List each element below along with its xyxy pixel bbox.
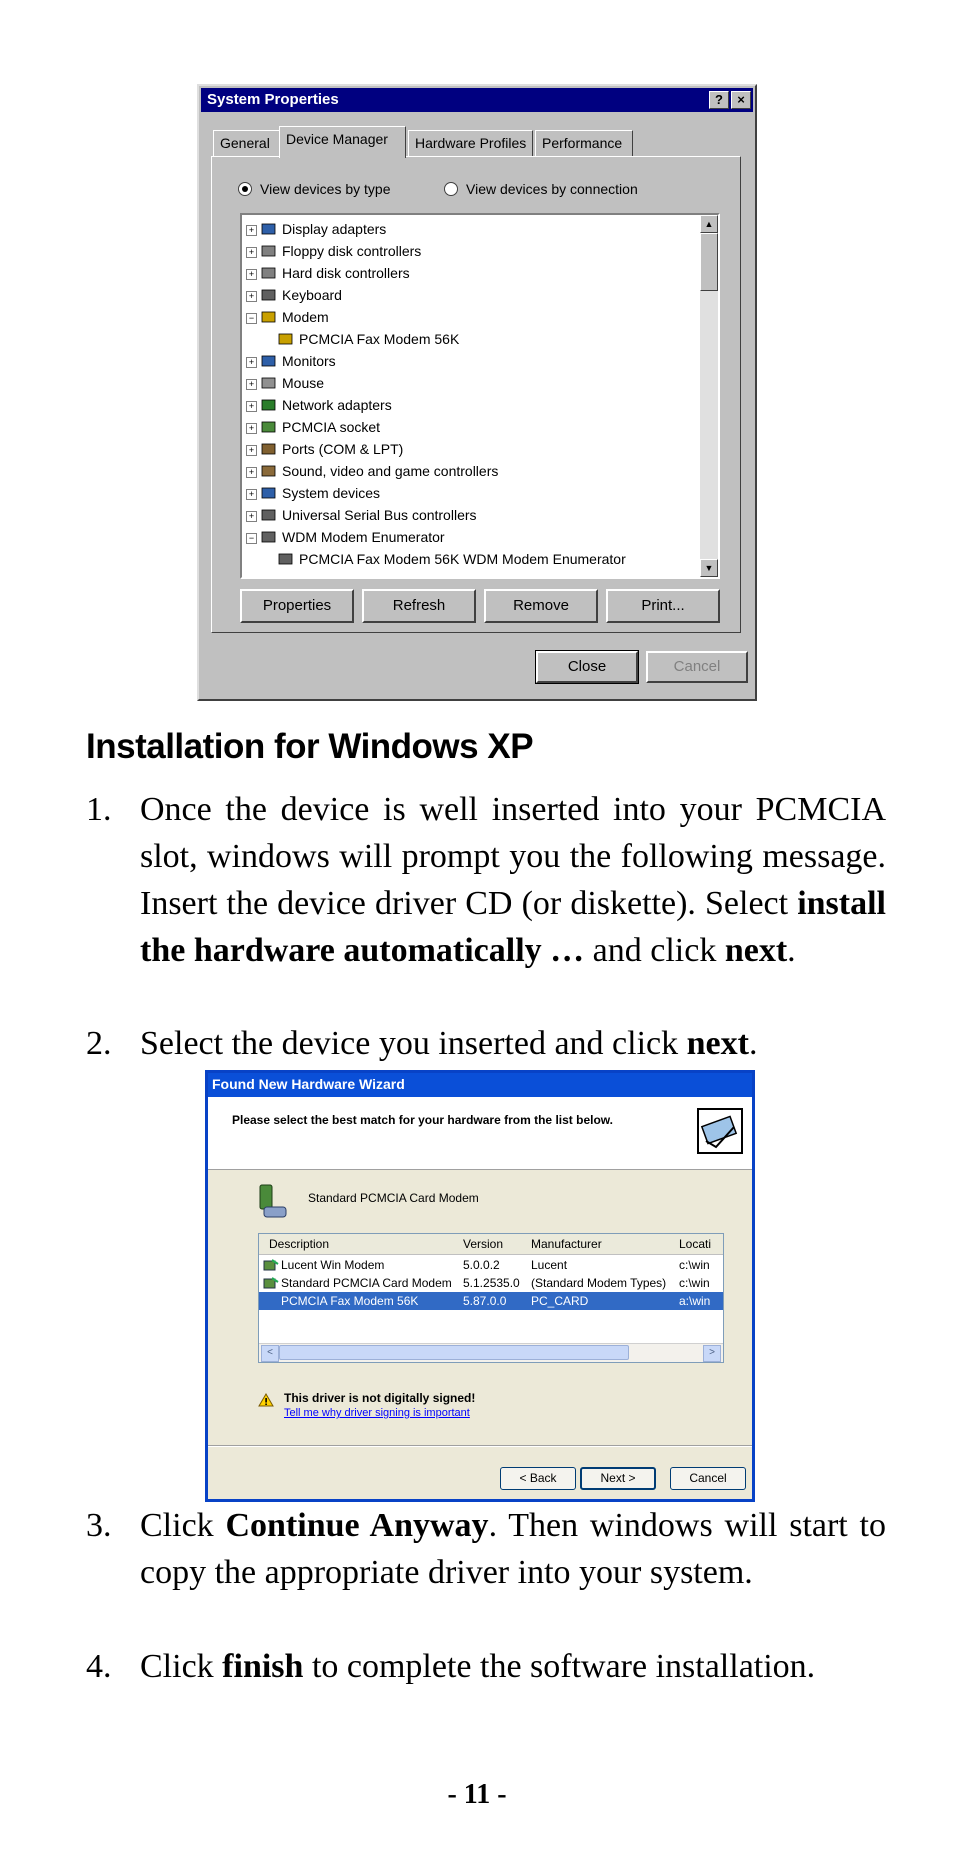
- tree-item-label: Keyboard: [282, 287, 342, 303]
- print-button[interactable]: Print...: [606, 589, 720, 623]
- scroll-down-icon[interactable]: ▼: [700, 559, 718, 577]
- device-tree-scrollbar[interactable]: [700, 215, 718, 577]
- scroll-left-icon[interactable]: <: [261, 1345, 279, 1362]
- step-number: 2.: [86, 1025, 112, 1062]
- step-3: [86, 1502, 886, 1596]
- tab-general[interactable]: General: [213, 130, 283, 156]
- tab-device-manager[interactable]: Device Manager: [279, 126, 406, 158]
- device-category-icon: [261, 442, 277, 456]
- device-category-icon: [261, 288, 277, 302]
- dialog-titlebar: [201, 88, 753, 112]
- driver-icon: [263, 1276, 279, 1290]
- tree-item-label: PCMCIA Fax Modem 56K: [299, 331, 460, 347]
- close-x-button[interactable]: ×: [731, 91, 751, 109]
- expand-icon[interactable]: +: [246, 225, 257, 236]
- scroll-thumb[interactable]: [279, 1345, 629, 1360]
- dialog-title: System Properties: [207, 91, 339, 108]
- radio-selected-icon: [238, 182, 252, 196]
- step-text: [140, 1020, 886, 1067]
- scroll-right-icon[interactable]: >: [703, 1345, 721, 1362]
- cell-version: 5.87.0.0: [463, 1294, 507, 1308]
- driver-signing-link[interactable]: Tell me why driver signing is important: [284, 1407, 470, 1419]
- expand-icon[interactable]: +: [246, 511, 257, 522]
- tree-item-label: Modem: [282, 309, 329, 325]
- radio-label: View devices by connection: [466, 181, 638, 197]
- column-version[interactable]: Version: [463, 1237, 504, 1251]
- page-number: - 11 -: [447, 1779, 507, 1810]
- device-category-icon: [261, 376, 277, 390]
- device-tree-list: [246, 218, 696, 570]
- tree-item-label: Mouse: [282, 375, 325, 391]
- tree-item-label: Network adapters: [282, 397, 392, 413]
- tree-item-label: Hard disk controllers: [282, 265, 410, 281]
- radio-label: View devices by type: [260, 181, 391, 197]
- driver-icon: [263, 1258, 279, 1272]
- text-run: and click: [584, 932, 725, 969]
- collapse-icon[interactable]: −: [246, 533, 257, 544]
- tab-hardware-profiles[interactable]: Hardware Profiles: [408, 130, 533, 156]
- scroll-up-icon[interactable]: ▲: [700, 215, 718, 233]
- device-category-icon: [261, 266, 277, 280]
- cell-description: PCMCIA Fax Modem 56K: [281, 1294, 419, 1308]
- tree-item-label: Display adapters: [282, 221, 387, 237]
- tree-category-item[interactable]: [246, 284, 696, 306]
- expand-icon[interactable]: +: [246, 467, 257, 478]
- expand-icon[interactable]: +: [246, 269, 257, 280]
- next-button[interactable]: Next >: [580, 1467, 656, 1490]
- bold-text: install the hardware automatically …: [140, 885, 886, 969]
- tree-category-item[interactable]: [246, 240, 696, 262]
- tree-category-item[interactable]: [246, 460, 696, 482]
- tree-item-label: Monitors: [282, 353, 336, 369]
- step-4: [86, 1643, 886, 1690]
- tree-category-item[interactable]: [246, 218, 696, 240]
- cell-version: 5.1.2535.0: [463, 1276, 520, 1290]
- tab-performance[interactable]: Performance: [535, 130, 633, 156]
- step-text: [140, 1502, 886, 1596]
- tree-category-item[interactable]: [246, 504, 696, 526]
- collapse-icon[interactable]: −: [246, 313, 257, 324]
- tree-item-label: WDM Modem Enumerator: [282, 529, 445, 545]
- wizard-separator: [208, 1445, 752, 1447]
- column-location[interactable]: Locati: [679, 1237, 712, 1251]
- cell-location: a:\win: [679, 1294, 711, 1308]
- device-category-icon: [261, 464, 277, 478]
- cell-location: c:\win: [679, 1276, 710, 1290]
- device-category-icon: [261, 508, 277, 522]
- text-run: .: [748, 1025, 758, 1062]
- driver-list[interactable]: [258, 1233, 724, 1363]
- device-manager-panel: [211, 156, 741, 633]
- bold-text: finish: [222, 1648, 304, 1685]
- device-category-icon: [261, 486, 277, 500]
- hardware-card-icon: [696, 1107, 744, 1155]
- step-2: [86, 1020, 886, 1067]
- cell-manufacturer: PC_CARD: [531, 1294, 589, 1308]
- cell-version: 5.0.0.2: [463, 1258, 500, 1272]
- expand-icon[interactable]: +: [246, 379, 257, 390]
- close-button[interactable]: Close: [536, 651, 638, 683]
- refresh-button[interactable]: Refresh: [362, 589, 476, 623]
- tree-category-item[interactable]: [246, 306, 696, 328]
- expand-icon[interactable]: +: [246, 291, 257, 302]
- wizard-prompt: Please select the best match for your hardware from the list below.: [232, 1113, 613, 1127]
- remove-button[interactable]: Remove: [484, 589, 598, 623]
- back-button[interactable]: < Back: [500, 1467, 576, 1490]
- tree-category-item[interactable]: [246, 526, 696, 548]
- tree-item-label: Sound, video and game controllers: [282, 463, 499, 479]
- warning-icon: [258, 1393, 274, 1407]
- tree-category-item[interactable]: [246, 438, 696, 460]
- radio-view-by-type[interactable]: [238, 181, 390, 197]
- text-run: to complete the software installation.: [303, 1648, 816, 1685]
- text-run: Once the device is well inserted into your PCMCIA slot, windows will prompt you the following message. Insert the device driver CD (or diskette). Select: [140, 791, 886, 922]
- bold-text: next: [686, 1025, 749, 1062]
- cell-description: Standard PCMCIA Card Modem: [281, 1276, 452, 1290]
- horizontal-scrollbar[interactable]: [259, 1343, 723, 1362]
- tree-child-item[interactable]: [246, 328, 696, 350]
- text-run: Click: [140, 1648, 223, 1685]
- text-run: . Then windows will start to copy the appropriate driver into your system.: [140, 1507, 886, 1591]
- tree-category-item[interactable]: [246, 416, 696, 438]
- device-category-icon: [261, 222, 277, 236]
- cell-manufacturer: (Standard Modem Types): [531, 1276, 667, 1290]
- radio-view-by-connection[interactable]: [444, 181, 638, 197]
- tree-item-label: Floppy disk controllers: [282, 243, 422, 259]
- tree-item-label: PCMCIA socket: [282, 419, 381, 435]
- tree-category-item[interactable]: [246, 350, 696, 372]
- device-tree[interactable]: [240, 213, 720, 579]
- bold-text: Continue Anyway: [225, 1507, 489, 1544]
- table-row-selected[interactable]: [259, 1292, 723, 1310]
- device-category-icon: [261, 420, 277, 434]
- tree-item-label: Ports (COM & LPT): [282, 441, 404, 457]
- radio-empty-icon: [444, 182, 458, 196]
- device-category-icon: [261, 398, 277, 412]
- expand-icon[interactable]: +: [246, 445, 257, 456]
- step-number: 3.: [86, 1507, 112, 1544]
- expand-icon[interactable]: +: [246, 423, 257, 434]
- text-run: .: [787, 932, 796, 969]
- table-row[interactable]: [259, 1256, 723, 1274]
- text-run: Select the device you inserted and click: [140, 1025, 687, 1062]
- step-text: [140, 1643, 886, 1690]
- device-category-icon: [261, 310, 277, 324]
- tree-category-item[interactable]: [246, 394, 696, 416]
- step-number: 4.: [86, 1648, 112, 1685]
- device-category-icon: [278, 552, 294, 566]
- modem-icon: [256, 1183, 290, 1221]
- text-run: Click: [140, 1507, 226, 1544]
- cancel-button[interactable]: Cancel: [670, 1467, 746, 1490]
- tree-category-item[interactable]: [246, 482, 696, 504]
- tree-category-item[interactable]: [246, 372, 696, 394]
- tree-item-label: PCMCIA Fax Modem 56K WDM Modem Enumerator: [299, 551, 626, 567]
- help-button[interactable]: ?: [709, 91, 729, 109]
- expand-icon[interactable]: +: [246, 357, 257, 368]
- unsigned-warning: This driver is not digitally signed!: [284, 1391, 476, 1405]
- section-heading: Installation for Windows XP: [86, 727, 534, 766]
- tree-category-item[interactable]: [246, 262, 696, 284]
- step-number: 1.: [86, 791, 112, 828]
- wizard-titlebar: Found New Hardware Wizard: [208, 1073, 752, 1097]
- found-new-hardware-wizard: [205, 1070, 755, 1502]
- device-name: Standard PCMCIA Card Modem: [308, 1191, 479, 1205]
- cell-manufacturer: Lucent: [531, 1258, 568, 1272]
- device-category-icon: [261, 354, 277, 368]
- properties-button[interactable]: Properties: [240, 589, 354, 623]
- device-category-icon: [261, 244, 277, 258]
- cancel-button[interactable]: Cancel: [646, 651, 748, 683]
- wizard-header: [208, 1097, 752, 1170]
- step-text: [140, 786, 886, 974]
- expand-icon[interactable]: +: [246, 401, 257, 412]
- table-row[interactable]: [259, 1274, 723, 1292]
- device-category-icon: [278, 332, 294, 346]
- tree-item-label: System devices: [282, 485, 381, 501]
- step-1: [86, 786, 886, 974]
- expand-icon[interactable]: +: [246, 489, 257, 500]
- driver-list-header: [259, 1234, 723, 1255]
- cell-location: c:\win: [679, 1258, 710, 1272]
- expand-icon[interactable]: +: [246, 247, 257, 258]
- tree-item-label: Universal Serial Bus controllers: [282, 507, 477, 523]
- device-category-icon: [261, 530, 277, 544]
- cell-description: Lucent Win Modem: [281, 1258, 385, 1272]
- column-description[interactable]: Description: [269, 1237, 330, 1251]
- scroll-thumb[interactable]: [700, 233, 718, 291]
- column-manufacturer[interactable]: Manufacturer: [531, 1237, 602, 1251]
- tree-child-item[interactable]: [246, 548, 696, 570]
- bold-text: next: [724, 932, 788, 969]
- system-properties-dialog: [197, 84, 757, 701]
